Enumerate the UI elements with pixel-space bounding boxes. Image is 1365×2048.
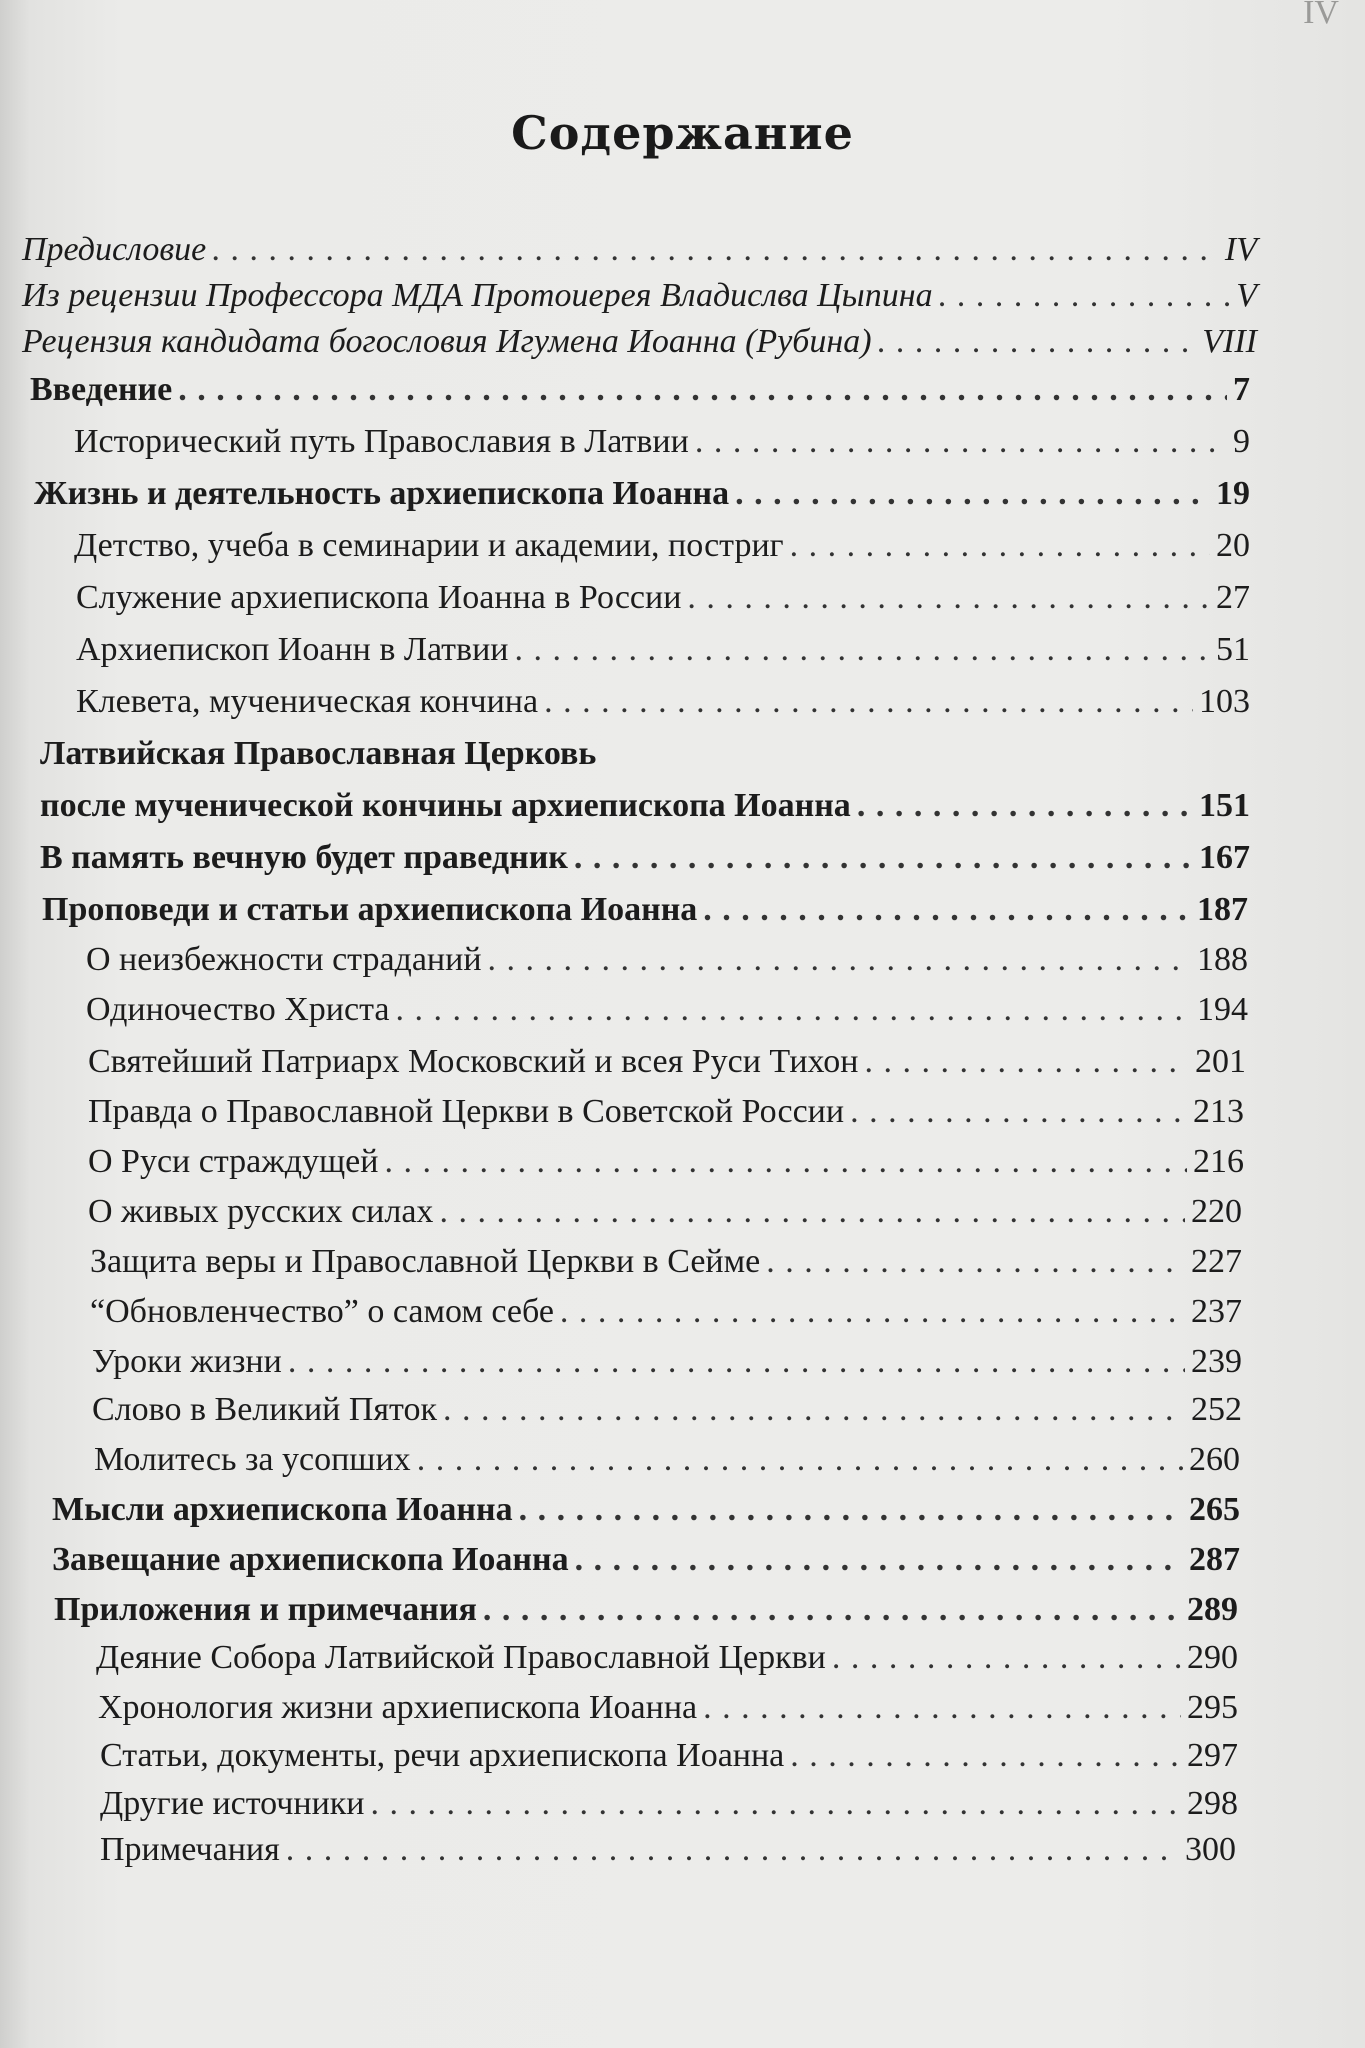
toc-entry-title: Святейший Патриарх Московский и всея Руси Тихон [88, 1043, 859, 1080]
toc-entry-page: 201 [1195, 1043, 1246, 1080]
toc-entry [92, 1386, 1242, 1434]
dot-leader [560, 1288, 1185, 1336]
toc-entry-title: Примечания [100, 1831, 280, 1868]
dot-leader [178, 366, 1227, 414]
toc-entry-page: V [1236, 277, 1257, 314]
dot-leader [574, 834, 1193, 882]
toc-entry [86, 986, 1248, 1034]
dot-leader [514, 626, 1210, 674]
toc-entry [52, 1536, 1240, 1584]
toc-entry-title: Уроки жизни [92, 1343, 282, 1380]
dot-leader [212, 226, 1219, 274]
toc-entry-title: Служение архиепископа Иоанна в России [76, 579, 682, 616]
dot-leader [857, 782, 1193, 830]
dot-leader [488, 936, 1191, 984]
dot-leader [878, 318, 1197, 366]
toc-entry [42, 886, 1248, 934]
toc-entry [76, 626, 1250, 674]
toc-entry-title: О Руси страждущей [88, 1143, 379, 1180]
toc-entry-page: 213 [1193, 1093, 1244, 1130]
toc-entry-title: Защита веры и Православной Церкви в Сейме [90, 1243, 761, 1280]
toc-entry-title: Другие источники [100, 1785, 365, 1822]
dot-leader [790, 522, 1210, 570]
toc-entry-title: Слово в Великий Пяток [92, 1391, 437, 1428]
toc-entry-title: Мысли архиепископа Иоанна [52, 1491, 513, 1528]
toc-entry [22, 272, 1257, 320]
dot-leader [443, 1386, 1185, 1434]
toc-entry-title: О живых русских силах [88, 1193, 434, 1230]
toc-entry-title: Одиночество Христа [86, 991, 390, 1028]
toc-entry-page: 7 [1233, 371, 1250, 408]
toc-entry-page: 51 [1216, 631, 1250, 668]
toc-entry-page: 252 [1191, 1391, 1242, 1428]
toc-entry-page: 265 [1189, 1491, 1240, 1528]
dot-leader [850, 1088, 1187, 1136]
table-of-contents [0, 226, 1365, 1926]
toc-entry-title: “Обновленчество” о самом себе [90, 1293, 554, 1330]
dot-leader [735, 470, 1210, 518]
toc-entry-page: 19 [1216, 475, 1250, 512]
dot-leader [687, 574, 1210, 622]
toc-entry [22, 318, 1257, 366]
toc-entry-title: О неизбежности страданий [86, 941, 482, 978]
toc-entry [54, 1586, 1238, 1634]
dot-leader [483, 1586, 1181, 1634]
toc-entry [90, 1238, 1242, 1286]
toc-entry-title: Хронология жизни архиепископа Иоанна [98, 1689, 698, 1726]
toc-entry-page: 297 [1187, 1737, 1238, 1774]
toc-entry [52, 1486, 1240, 1534]
toc-entry-title: Приложения и примечания [54, 1591, 477, 1628]
toc-entry [86, 936, 1248, 984]
dot-leader [575, 1536, 1183, 1584]
page-corner-number: IV [1303, 0, 1339, 31]
toc-entry-title: Деяние Собора Латвийской Православной Церкви [96, 1639, 826, 1676]
toc-entry [88, 1038, 1246, 1086]
dot-leader [703, 1684, 1181, 1732]
toc-entry-page: 194 [1197, 991, 1248, 1028]
toc-entry-page: IV [1224, 231, 1257, 268]
toc-entry-title: В память вечную будет праведник [40, 839, 568, 876]
toc-entry [88, 1138, 1244, 1186]
toc-entry-page: 151 [1199, 787, 1250, 824]
toc-entry-page: 289 [1187, 1591, 1238, 1628]
dot-leader [395, 986, 1191, 1034]
toc-entry [34, 470, 1250, 518]
toc-entry [96, 1634, 1238, 1682]
toc-entry-title: Правда о Православной Церкви в Советской России [88, 1093, 845, 1130]
toc-entry-page: 295 [1187, 1689, 1238, 1726]
toc-entry-page: VIII [1202, 323, 1257, 360]
toc-entry-title: Из рецензии Профессора МДА Протоиерея Владислва Цыпина [22, 277, 933, 314]
toc-entry [30, 366, 1250, 414]
toc-entry-title: Исторический путь Православия в Латвии [74, 423, 689, 460]
toc-entry-title: Детство, учеба в семинарии и академии, постриг [74, 527, 784, 564]
toc-entry [90, 1288, 1242, 1336]
page-title: Содержание [511, 106, 854, 160]
dot-leader [790, 1732, 1181, 1780]
toc-entry [100, 1732, 1238, 1780]
toc-entry-page: 167 [1199, 839, 1250, 876]
toc-entry [74, 418, 1250, 466]
toc-entry-title: Проповеди и статьи архиепископа Иоанна [42, 891, 698, 928]
dot-leader [384, 1138, 1187, 1186]
dot-leader [286, 1826, 1179, 1874]
toc-entry-title: после мученической кончины архиепископа Иоанна [40, 787, 851, 824]
toc-entry-page: 187 [1197, 891, 1248, 928]
toc-entry [88, 1088, 1244, 1136]
toc-entry-title: Рецензия кандидата богословия Игумена Иоанна (Рубина) [22, 323, 872, 360]
dot-leader [939, 272, 1231, 320]
toc-entry-page: 220 [1191, 1193, 1242, 1230]
toc-entry-title: Латвийская Православная Церковь [40, 735, 597, 772]
toc-entry-page: 298 [1187, 1785, 1238, 1822]
toc-entry [40, 782, 1250, 830]
toc-entry-title: Введение [30, 371, 173, 408]
dot-leader [832, 1634, 1181, 1682]
dot-leader [544, 678, 1193, 726]
dot-leader [519, 1486, 1183, 1534]
toc-entry-title: Предисловие [22, 231, 207, 268]
toc-entry-page: 216 [1193, 1143, 1244, 1180]
toc-entry-title: Архиепископ Иоанн в Латвии [76, 631, 509, 668]
dot-leader [439, 1188, 1185, 1236]
dot-leader [703, 886, 1191, 934]
dot-leader [766, 1238, 1185, 1286]
toc-entry-page: 290 [1187, 1639, 1238, 1676]
toc-entry-title: Статьи, документы, речи архиепископа Иоанна [100, 1737, 785, 1774]
toc-entry [94, 1436, 1240, 1484]
toc-entry [76, 678, 1250, 726]
dot-leader [864, 1038, 1189, 1086]
toc-entry-page: 227 [1191, 1243, 1242, 1280]
toc-entry-title: Жизнь и деятельность архиепископа Иоанна [34, 475, 730, 512]
toc-entry [100, 1826, 1236, 1874]
toc-entry-title: Молитесь за усопших [94, 1441, 411, 1478]
toc-entry [22, 226, 1257, 274]
toc-entry [98, 1684, 1238, 1732]
toc-entry-page: 239 [1191, 1343, 1242, 1380]
toc-entry-page: 188 [1197, 941, 1248, 978]
toc-entry-page: 27 [1216, 579, 1250, 616]
toc-entry-page: 300 [1185, 1831, 1236, 1868]
toc-entry [88, 1188, 1242, 1236]
dot-leader [371, 1780, 1182, 1828]
toc-entry [40, 730, 1250, 778]
toc-entry [76, 574, 1250, 622]
toc-entry-page: 20 [1216, 527, 1250, 564]
toc-entry-page: 237 [1191, 1293, 1242, 1330]
toc-entry [74, 522, 1250, 570]
toc-entry-page: 103 [1199, 683, 1250, 720]
toc-entry-page: 9 [1233, 423, 1250, 460]
toc-entry [100, 1780, 1238, 1828]
toc-entry-title: Клевета, мученическая кончина [76, 683, 539, 720]
dot-leader [288, 1338, 1185, 1386]
dot-leader [695, 418, 1227, 466]
toc-entry-page: 260 [1189, 1441, 1240, 1478]
toc-entry [40, 834, 1250, 882]
toc-entry-page: 287 [1189, 1541, 1240, 1578]
dot-leader [417, 1436, 1183, 1484]
toc-entry [92, 1338, 1242, 1386]
toc-entry-title: Завещание архиепископа Иоанна [52, 1541, 569, 1578]
